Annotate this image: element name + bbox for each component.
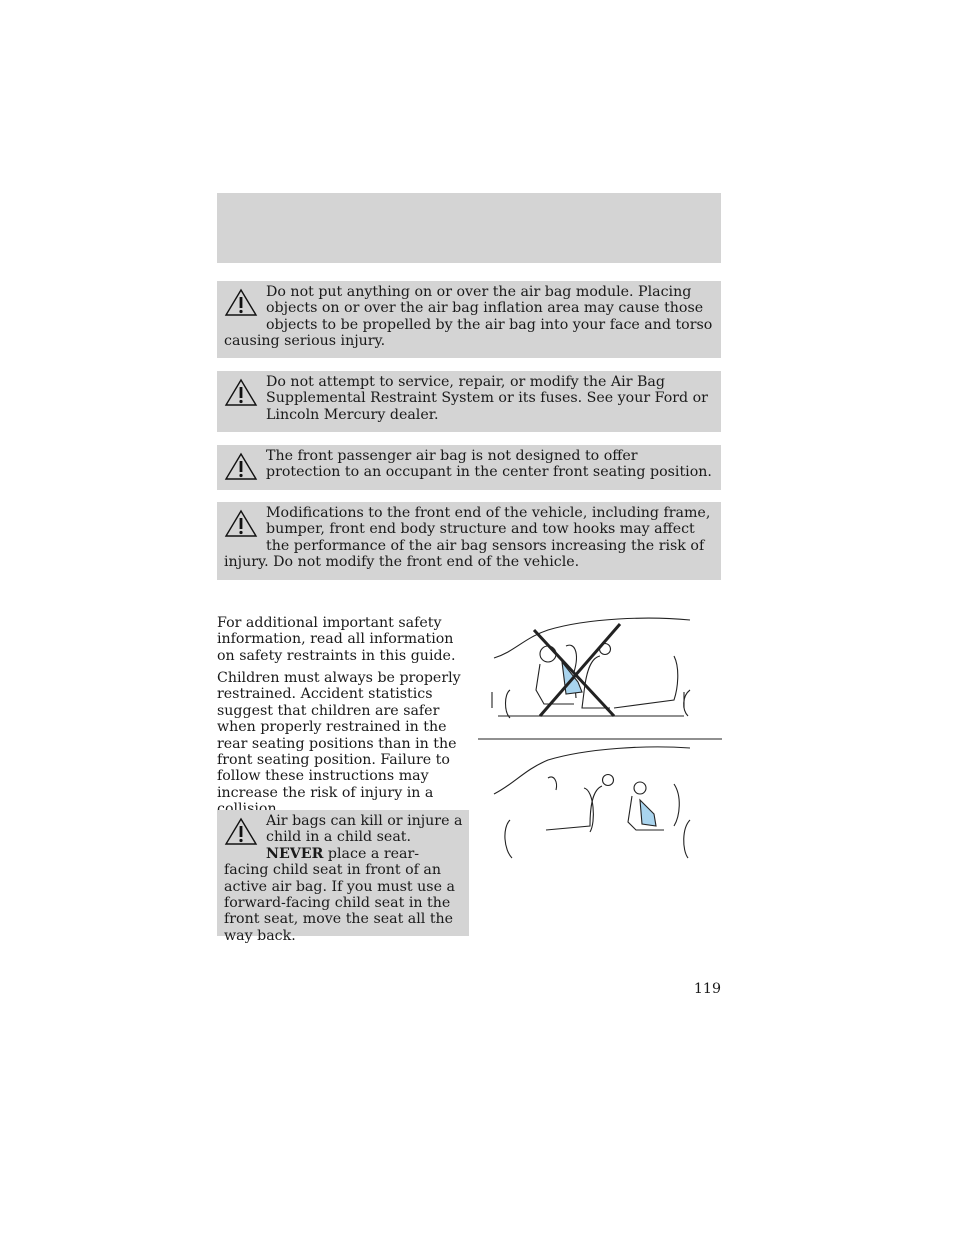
never-emphasis: NEVER: [266, 845, 324, 862]
warning-triangle-icon: [224, 816, 258, 846]
car-top-wrong-position: [492, 618, 690, 718]
warning-triangle-icon: [224, 377, 258, 407]
body-paragraph-safety-info: For additional important safety information, read all information on safety restraints in this guide.: [217, 615, 456, 664]
warning-triangle-icon: [224, 287, 258, 317]
child-seat-illustration: [478, 612, 722, 862]
warning-text: Do not put anything on or over the air bag module. Placing objects on or over the air bag inflation area may cause those objects to be propelled by the air bag into your face and torso causing serious injury.: [224, 284, 713, 350]
warning-triangle-icon: [224, 508, 258, 538]
warning-box-center-seat: [217, 445, 721, 490]
warning-box-front-end: [217, 502, 721, 580]
car-bottom-correct-position: [494, 747, 690, 858]
page-number: 119: [693, 981, 721, 997]
warning-box-service: [217, 371, 721, 432]
warning-box-airbag-module: [217, 281, 721, 358]
body-paragraph-children: Children must always be properly restrained. Accident statistics suggest that children are safer when properly restrained in the rear seating positions than in the front seating position. Failure to follow these instructions may increase the risk of injury in a: [217, 670, 461, 801]
warning-text: Modifications to the front end of the vehicle, including frame, bumper, front end body structure and tow hooks may affect the performance of the air bag sensors increasing the risk of injury. Do not modify the front end of the vehicle.: [224, 505, 711, 571]
warning-box-child-seat: [217, 810, 469, 944]
warning-triangle-icon: [224, 451, 258, 481]
warning-text: The front passenger air bag is not designed to offer protection to an occupant in the center front seating position.: [266, 448, 712, 481]
warning-text: Air bags can kill or injure a child in a child seat. NEVER place a rear-facing child seat in front of an active air bag. If you must use a forward-facing child seat in the front seat, move the seat all the way back.: [224, 813, 463, 944]
section-header-band: [217, 193, 721, 263]
warning-text: Do not attempt to service, repair, or modify the Air Bag Supplemental Restraint System or its fuses. See your Ford or Lincoln Mercury dealer.: [266, 374, 708, 423]
